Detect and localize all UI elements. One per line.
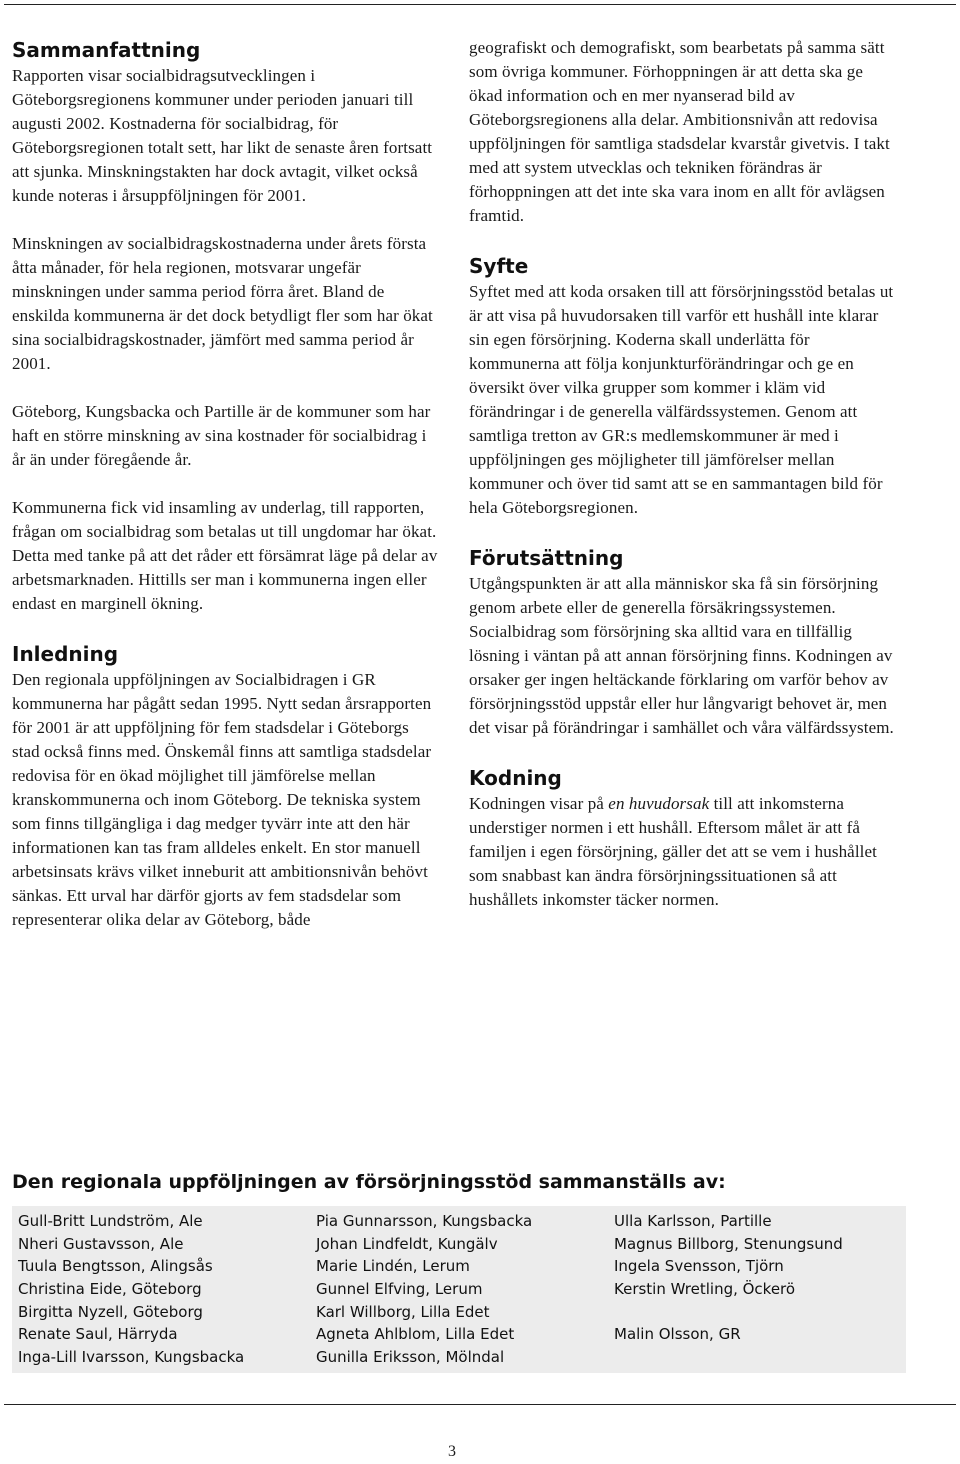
top-rule	[4, 4, 956, 5]
contributor-cell: Renate Saul, Härryda	[18, 1325, 178, 1344]
contributor-cell: Gunnel Elfving, Lerum	[316, 1280, 483, 1299]
contributors-heading: Den regionala uppföljningen av försörjningsstöd sammanställs av:	[12, 1171, 726, 1193]
sammanfattning-paragraph-3: Göteborg, Kungsbacka och Partille är de kommuner som har haft en större minskning av sina kostnader för socialbidrag i år än under föregående år.	[12, 402, 431, 469]
contributors-section	[12, 1168, 912, 1373]
kodning-text-pre: Kodningen visar på	[469, 794, 609, 813]
contributor-cell: Pia Gunnarsson, Kungsbacka	[316, 1212, 533, 1230]
contributor-cell: Agneta Ahlblom, Lilla Edet	[316, 1325, 515, 1344]
inledning-paragraph-1: Den regionala uppföljningen av Socialbidragen i GR kommunerna har pågått sedan 1995. Nytt sedan årsrapporten för 2001 är att uppföljning för fem stadsdelar i Göteborgs stad också finns med. Önskemål finns att samtliga stadsdelar redovisa för en ökad möjlighet till jämförelse mellan kranskommunerna och inom Göteborg. De tekniska system som finns tillgängliga i dag medger tyvärr inte att den här informationen kan tas fram alldeles enkelt. En stor manuell arbetsinsats krävs vilket inneburit att ambitionsnivån behövt sänkas. Ett urval har därför gjorts av fem stadsdelar som representerar olika delar av Göteborg, både	[12, 670, 432, 929]
inledning-heading: Inledning	[12, 642, 119, 666]
contributor-cell: Johan Lindfeldt, Kungälv	[316, 1234, 498, 1253]
contributor-cell: Inga-Lill Ivarsson, Kungsbacka	[18, 1348, 245, 1367]
kodning-heading: Kodning	[469, 766, 562, 790]
contributor-cell: Ulla Karlsson, Partille	[614, 1212, 772, 1230]
sammanfattning-paragraph-2: Minskningen av socialbidragskostnaderna under årets första åtta månader, för hela regionen, motsvarar ungefär minskningen under samma period förra året. Bland de enskilda kommunerna är det dock betydligt fler som har ökat sina socialbidragskostnader, jämfört med samma period år 2001.	[12, 234, 433, 373]
kodning-emphasis: en huvudorsak	[608, 794, 710, 813]
sammanfattning-paragraph-4: Kommunerna fick vid insamling av underlag, till rapporten, frågan om socialbidrag som betalas ut till ungdomar har ökat. Detta med tanke på att det råder ett försämrat läge på delar av arbetsmarknaden. Hittills ser man i kommunerna ingen eller endast en marginell ökning.	[12, 498, 438, 613]
sammanfattning-heading: Sammanfattning	[12, 38, 201, 62]
kodning-text-post: till att inkomsterna understiger normen i ett hushåll. Eftersom målet är att få familjen i egen försörjning, gäller det att se vem i hushållet som snabbast kan ändra försörjningssituationen så att hushållets inkomster täcker normen.	[469, 794, 877, 909]
bottom-rule	[4, 1404, 956, 1405]
contributor-cell	[608, 1346, 906, 1369]
contributor-cell: Gunilla Eriksson, Mölndal	[316, 1348, 505, 1367]
contributor-cell: Christina Eide, Göteborg	[18, 1280, 202, 1299]
left-column	[12, 36, 440, 932]
contributor-cell: Malin Olsson, GR	[614, 1325, 741, 1344]
right-column	[469, 36, 899, 912]
sammanfattning-paragraph-1: Rapporten visar socialbidragsutvecklingen i Göteborgsregionens kommuner under perioden januari till augusti 2002. Kostnaderna för socialbidrag, för Göteborgsregionen totalt sett, har likt de senaste åren fortsatt att sjunka. Minskningstakten har dock avtagit, vilket också kunde noteras i årsuppföljningen för 2001.	[12, 66, 433, 205]
contributor-cell: Birgitta Nyzell, Göteborg	[18, 1302, 203, 1321]
contributor-cell: Gull-Britt Lundström, Ale	[18, 1212, 203, 1230]
contributor-cell: Tuula Bengtsson, Alingsås	[18, 1257, 213, 1276]
contributor-cell: Nheri Gustavsson, Ale	[18, 1234, 184, 1253]
kodning-paragraph	[469, 792, 899, 912]
forutsattning-heading: Förutsättning	[469, 546, 624, 570]
syfte-paragraph: Syftet med att koda orsaken till att försörjningsstöd betalas ut är att visa på huvudorsaken till varför ett hushåll inte klarar sin egen försörjning. Koderna skall underlätta för kommunerna att följa konjunkturförändringar och ge en översikt över vilka grupper som kommer i kläm vid förändringar i de generella välfärdssystemen. Genom att samtliga tretton av GR:s medlemskommuner är med i uppföljningen ges möjligheter till jämförelser mellan kommuner och över tid samt att se en sammantagen bild för hela Göteborgsregionen.	[469, 282, 894, 517]
contributor-cell: Marie Lindén, Lerum	[316, 1257, 470, 1276]
contributor-cell: Magnus Billborg, Stenungsund	[614, 1234, 843, 1253]
contributor-cell	[608, 1301, 906, 1324]
page-number: 3	[448, 1443, 456, 1460]
contributors-table	[12, 1206, 906, 1373]
contributor-cell: Ingela Svensson, Tjörn	[614, 1257, 784, 1276]
contributor-cell: Karl Willborg, Lilla Edet	[316, 1302, 490, 1321]
syfte-heading: Syfte	[469, 254, 529, 278]
continued-paragraph: geografiskt och demografiskt, som bearbetats på samma sätt som övriga kommuner. Förhoppningen är att detta ska ge ökad information och en mer nyanserad bild av Göteborgsregionens alla delar. Ambitionsnivån att redovisa uppföljningen för samtliga stadsdelar kvarstår givetvis. I takt med att system utvecklas och tekniken förändras är förhoppningen att det inte ska vara inom en allt för avlägsen framtid.	[469, 38, 890, 225]
forutsattning-paragraph: Utgångspunkten är att alla människor ska få sin försörjning genom arbete eller de generella försäkringssystemen. Socialbidrag som försörjning ska alltid vara en tillfällig lösning i väntan på att annan försörjning finns. Kodningen av orsaker ger ingen heltäckande förklaring om varför behov av försörjningsstöd uppstår eller hur långvarigt behovet är, men det visar på förändringar i samhället och våra välfärdssystem.	[469, 574, 894, 737]
contributor-cell: Kerstin Wretling, Öckerö	[614, 1280, 796, 1299]
